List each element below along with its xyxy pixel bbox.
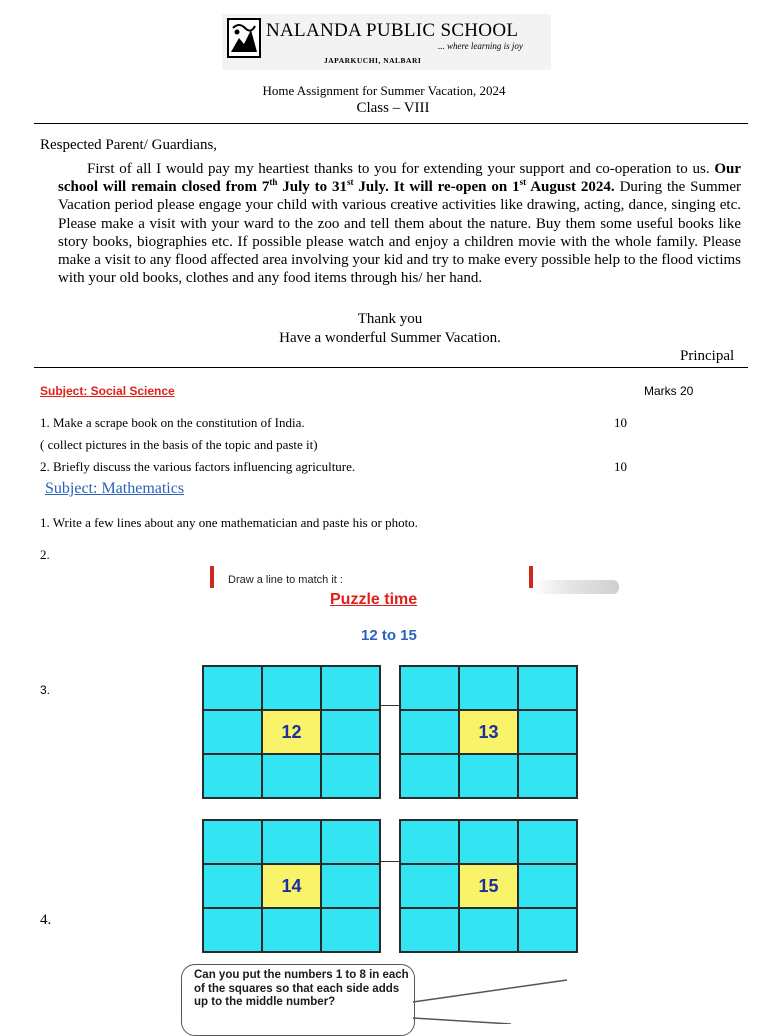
ss-question-2: 2. Briefly discuss the various factors influencing agriculture. <box>40 459 356 474</box>
puzzle-instruction: Draw a line to match it : <box>228 574 343 586</box>
puzzle-range: 12 to 15 <box>361 627 417 644</box>
grid-connector <box>381 861 399 862</box>
puzzle-grid-13 <box>399 665 578 799</box>
letter-greeting: Respected Parent/ Guardians, <box>40 137 218 153</box>
header-divider <box>34 123 748 124</box>
social-science-total-marks: Marks 20 <box>644 384 694 398</box>
math-question-3-number: 3. <box>40 683 51 697</box>
math-question-2-number: 2. <box>40 547 50 562</box>
puzzle-grid-14 <box>202 819 381 953</box>
ss-question-2-marks: 10 <box>614 459 627 474</box>
grid-connector <box>381 705 399 706</box>
letter-body <box>58 160 741 287</box>
mathematics-heading: Subject: Mathematics <box>45 480 185 497</box>
class-title: Class – VIII <box>356 100 430 116</box>
grid-number-15: 15 <box>460 865 517 907</box>
ss-question-1: 1. Make a scrape book on the constitution of India. <box>40 415 305 430</box>
puzzle-left-marker <box>210 566 214 588</box>
letter-intro: First of all I would pay my heartiest thanks to you for extending your support and co-operation to us. <box>87 161 710 177</box>
letter-divider <box>34 367 748 368</box>
grid-number-12: 12 <box>263 711 320 753</box>
school-location: JAPARKUCHI, NALBARI <box>324 56 422 65</box>
speech-bubble-tail <box>411 978 571 1024</box>
puzzle-banner-shadow <box>533 580 619 594</box>
letter-thanks: Thank you <box>357 311 423 327</box>
school-emblem-icon <box>227 18 261 58</box>
letter-signature: Principal <box>680 348 735 364</box>
math-question-1: 1. Write a few lines about any one mathematician and paste his or photo. <box>40 515 418 530</box>
ss-question-1-note: ( collect pictures in the basis of the topic and paste it) <box>40 437 318 452</box>
social-science-heading: Subject: Social Science <box>40 384 175 398</box>
letter-wish: Have a wonderful Summer Vacation. <box>279 330 501 346</box>
puzzle-title: Puzzle time <box>330 591 418 608</box>
grid-number-14: 14 <box>263 865 320 907</box>
ss-question-1-marks: 10 <box>614 415 627 430</box>
math-question-4-number: 4. <box>40 912 52 928</box>
puzzle-question-text: Can you put the numbers 1 to 8 in each of the squares so that each side adds up to the middle number? <box>194 969 409 1008</box>
puzzle-grid-12 <box>202 665 381 799</box>
closure-notice: Our school will remain closed from 7th July to 31st July. It will re-open on 1st August 2024. <box>58 161 741 196</box>
grid-number-13: 13 <box>460 711 517 753</box>
puzzle-grid-15 <box>399 819 578 953</box>
school-name: NALANDA PUBLIC SCHOOL <box>266 20 519 41</box>
school-tagline: ... where learning is joy <box>438 41 523 51</box>
assignment-title: Home Assignment for Summer Vacation, 2024 <box>262 83 506 98</box>
letter-activities: During the Summer Vacation period please engage your child with various creative activities like drawing, acting, dance, singing etc. Please make a visit with your ward to the zoo and tell them about the nature. Buy them some useful books like story books, biographies etc. If possible please watch and enjoy a children movie with the whole family. Please make a visit to any flood affected area involving your kid and try to make every possible help to the flood victims with your old books, clothes and any food items through his/ her hand. <box>58 179 741 287</box>
